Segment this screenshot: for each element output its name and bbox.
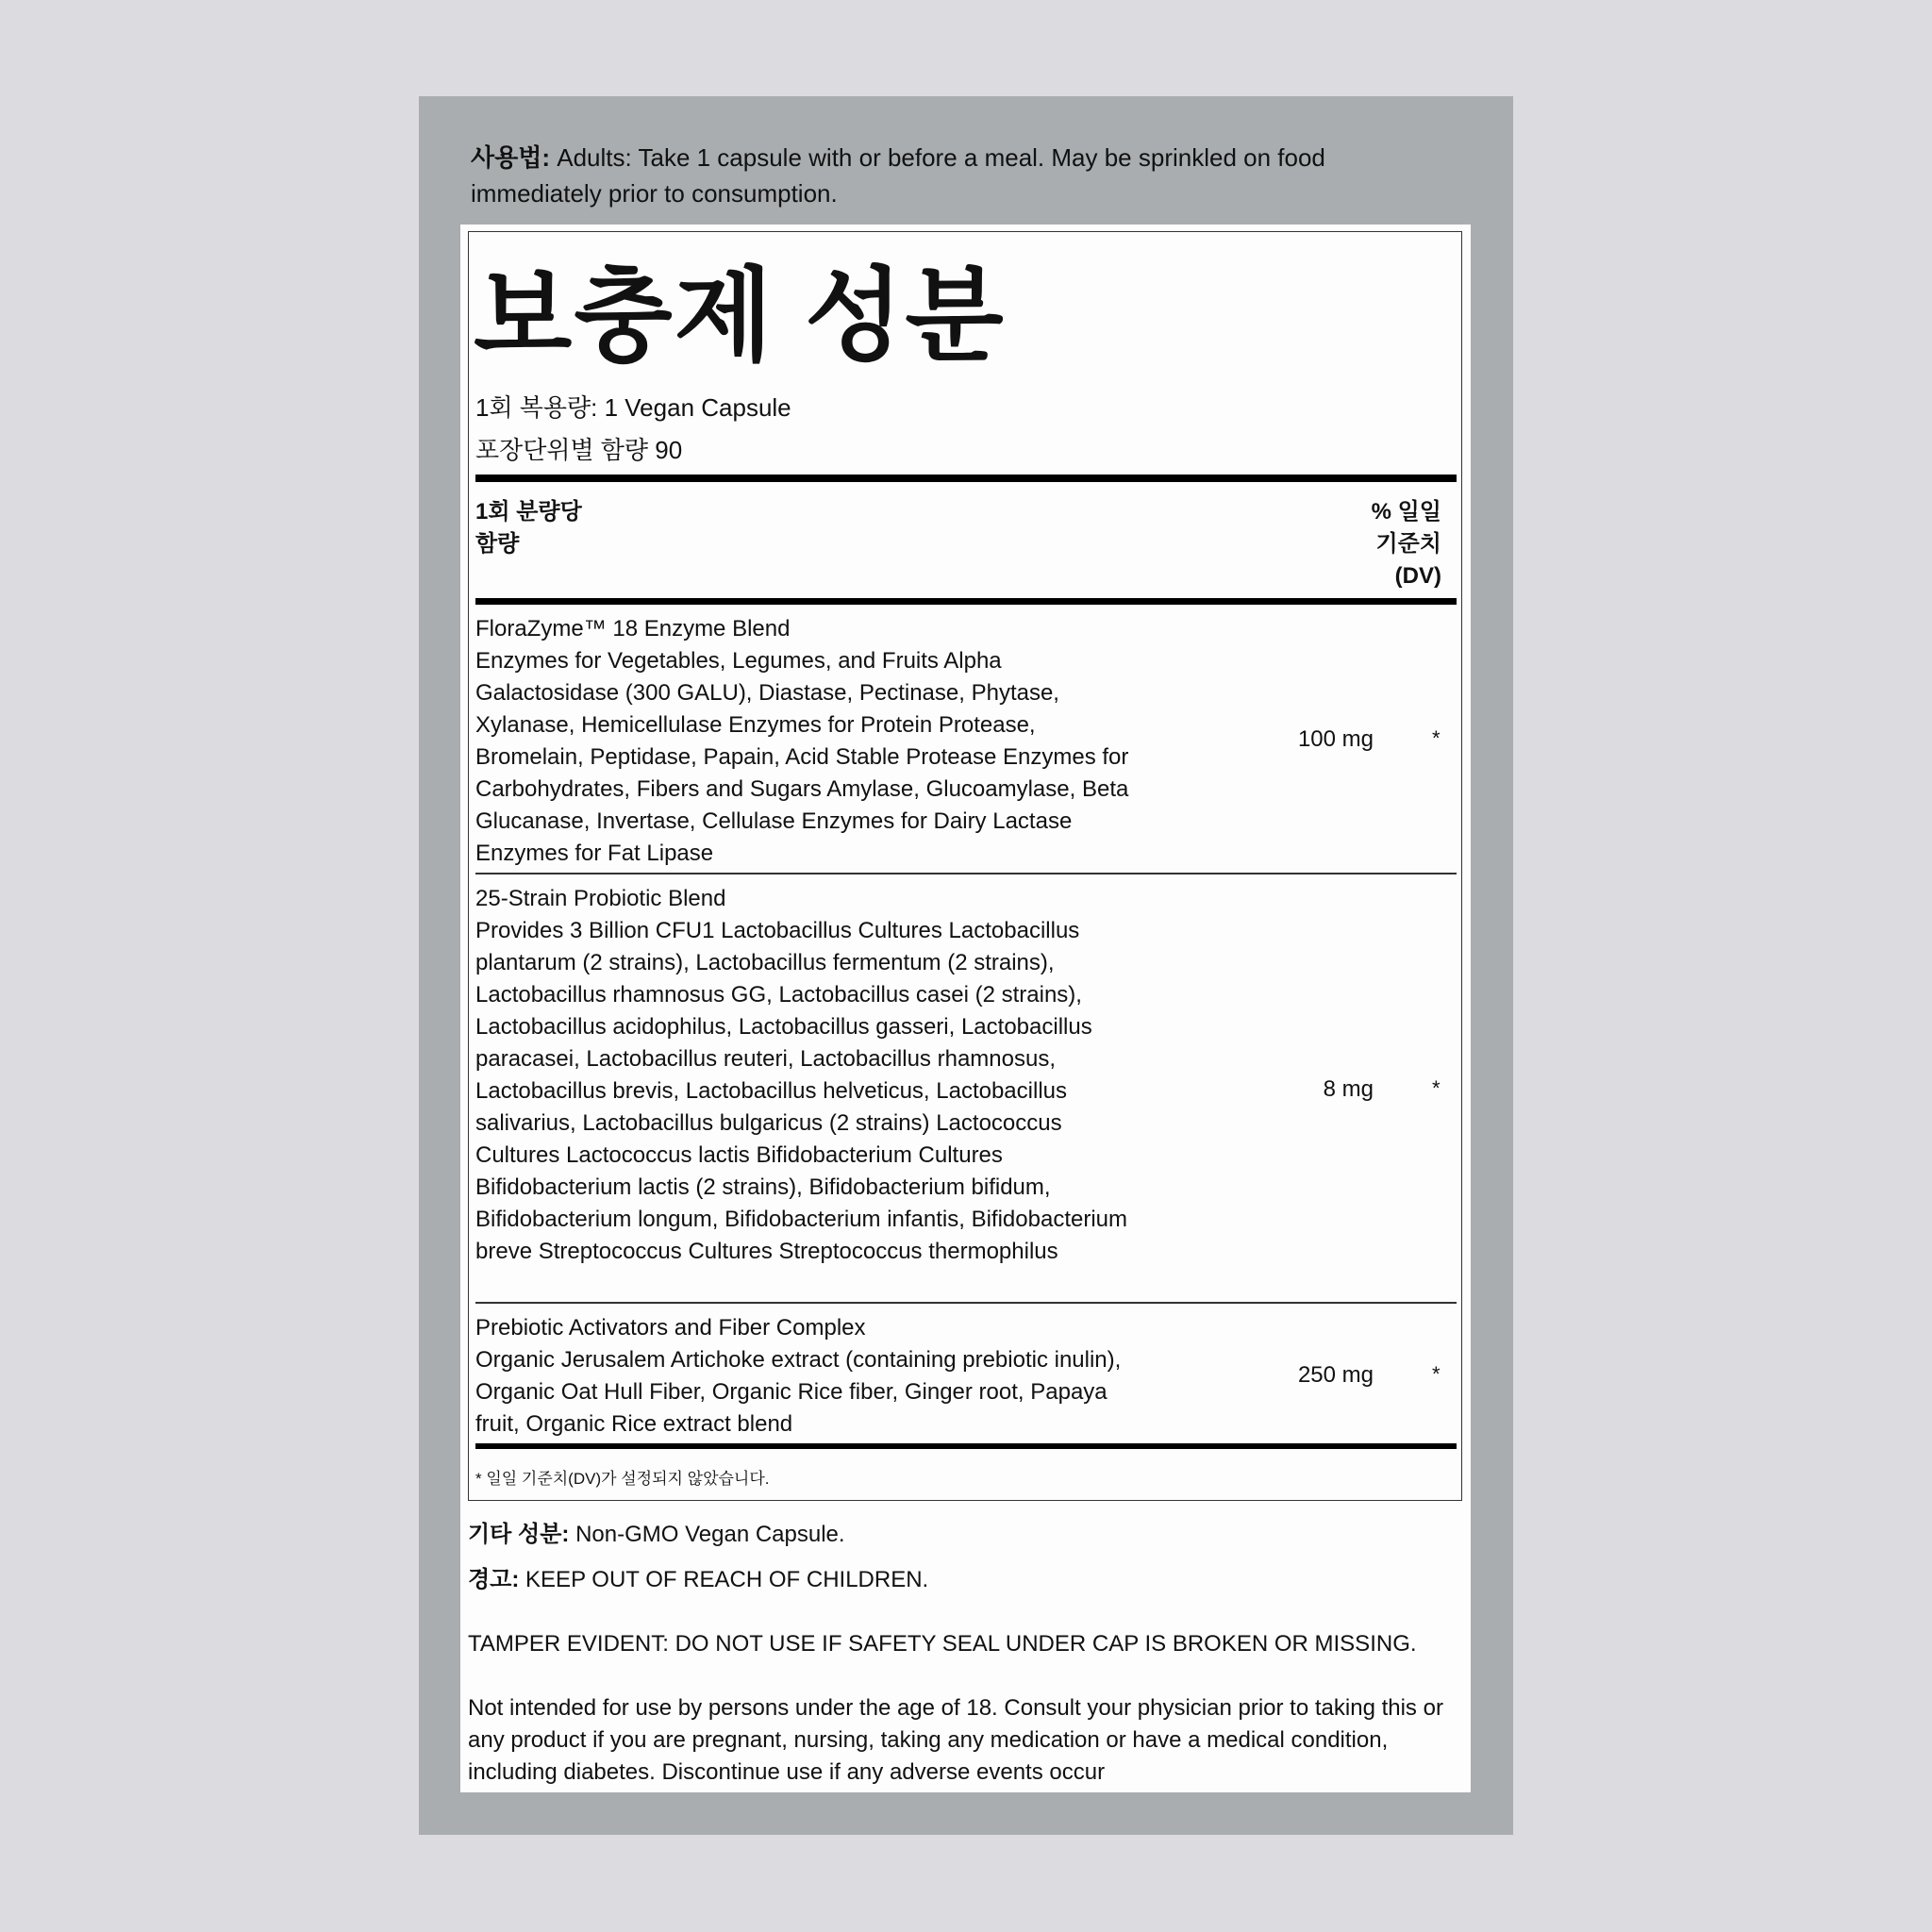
- divider-thick: [475, 598, 1457, 605]
- ingredient-row: FloraZyme™ 18 Enzyme Blend Enzymes for Vegetables, Legumes, and Fruits Alpha Galactosidase (300 GALU), Diastase, Pectinase, Phytase, Xylanase, Hemicellulase Enzymes for Protein Protease, Bromelain, Peptidase, Papain, Acid Stable Protease Enzymes for Carbohydrates, Fibers and Sugars Amylase, Glucoamylase, Beta Glucanase, Invertase, Cellulase Enzymes for Dairy Lactase Enzymes for Fat Lipase: [475, 616, 1129, 866]
- ingredient-dv: *: [1432, 1362, 1441, 1386]
- dv-footnote: * 일일 기준치(DV)가 설정되지 않았습니다.: [475, 1470, 770, 1488]
- ingredient-row: Prebiotic Activators and Fiber Complex Organic Jerusalem Artichoke extract (containing prebiotic inulin), Organic Oat Hull Fiber, Organic Rice fiber, Ginger root, Papaya fruit, Organic Rice extract blend: [475, 1315, 1122, 1437]
- divider-thin: [475, 873, 1457, 874]
- directions: [471, 140, 1414, 211]
- ingredient-row: 25-Strain Probiotic Blend Provides 3 Billion CFU1 Lactobacillus Cultures Lactobacillus plantarum (2 strains), Lactobacillus fermentum (2 strains), Lactobacillus rhamnosus GG, Lactobacillus casei (2 strains), Lactobacillus acidophilus, Lactobacillus gasseri, Lactobacillus paracasei, Lactobacillus reuteri, Lactobacillus rhamnosus, Lactobacillus brevis, Lactobacillus helveticus, Lactobacillus salivarius, Lactobacillus bulgaricus (2 strains) Lactococcus Cultures Lactococcus lactis Bifidobacterium Cultures Bifidobacterium lactis (2 strains), Bifidobacterium bifidum, Bifidobacterium longum, Bifidobacterium infantis, Bifidobacterium breve Streptococcus Cultures Streptococcus thermophilus: [475, 886, 1127, 1264]
- ingredient-dv: *: [1432, 1076, 1441, 1100]
- ingredient-dv: *: [1432, 726, 1441, 750]
- facts-title: 보충제 성분: [474, 258, 1006, 373]
- directions-text: Adults: Take 1 capsule with or before a meal. May be sprinkled on food immediately prior to consumption.: [471, 143, 1325, 208]
- servings-per-container: 포장단위별 함량 90: [475, 436, 683, 464]
- header-dv: % 일일 기준치 (DV): [1371, 499, 1441, 589]
- ingredient-amount: 100 mg: [1297, 726, 1374, 752]
- ingredient-amount: 8 mg: [1323, 1076, 1374, 1102]
- divider-thick: [475, 475, 1457, 482]
- warning: 경고: KEEP OUT OF REACH OF CHILDREN.: [468, 1567, 929, 1592]
- divider-thick: [475, 1443, 1457, 1449]
- tamper-notice: TAMPER EVIDENT: DO NOT USE IF SAFETY SEAL UNDER CAP IS BROKEN OR MISSING.: [468, 1631, 1417, 1657]
- header-amount: 1회 분량당 함량: [475, 499, 582, 557]
- directions-label: 사용법:: [471, 143, 551, 172]
- disclaimer: Not intended for use by persons under the age of 18. Consult your physician prior to taking this or any product if you are pregnant, nursing, taking any medication or have a medical condition, including diabetes. Discontinue use if any adverse events occur: [468, 1695, 1443, 1785]
- serving-size: 1회 복용량: 1 Vegan Capsule: [475, 393, 791, 422]
- other-ingredients: 기타 성분: Non-GMO Vegan Capsule.: [468, 1522, 845, 1547]
- divider-thin: [475, 1302, 1457, 1304]
- ingredient-amount: 250 mg: [1297, 1362, 1374, 1388]
